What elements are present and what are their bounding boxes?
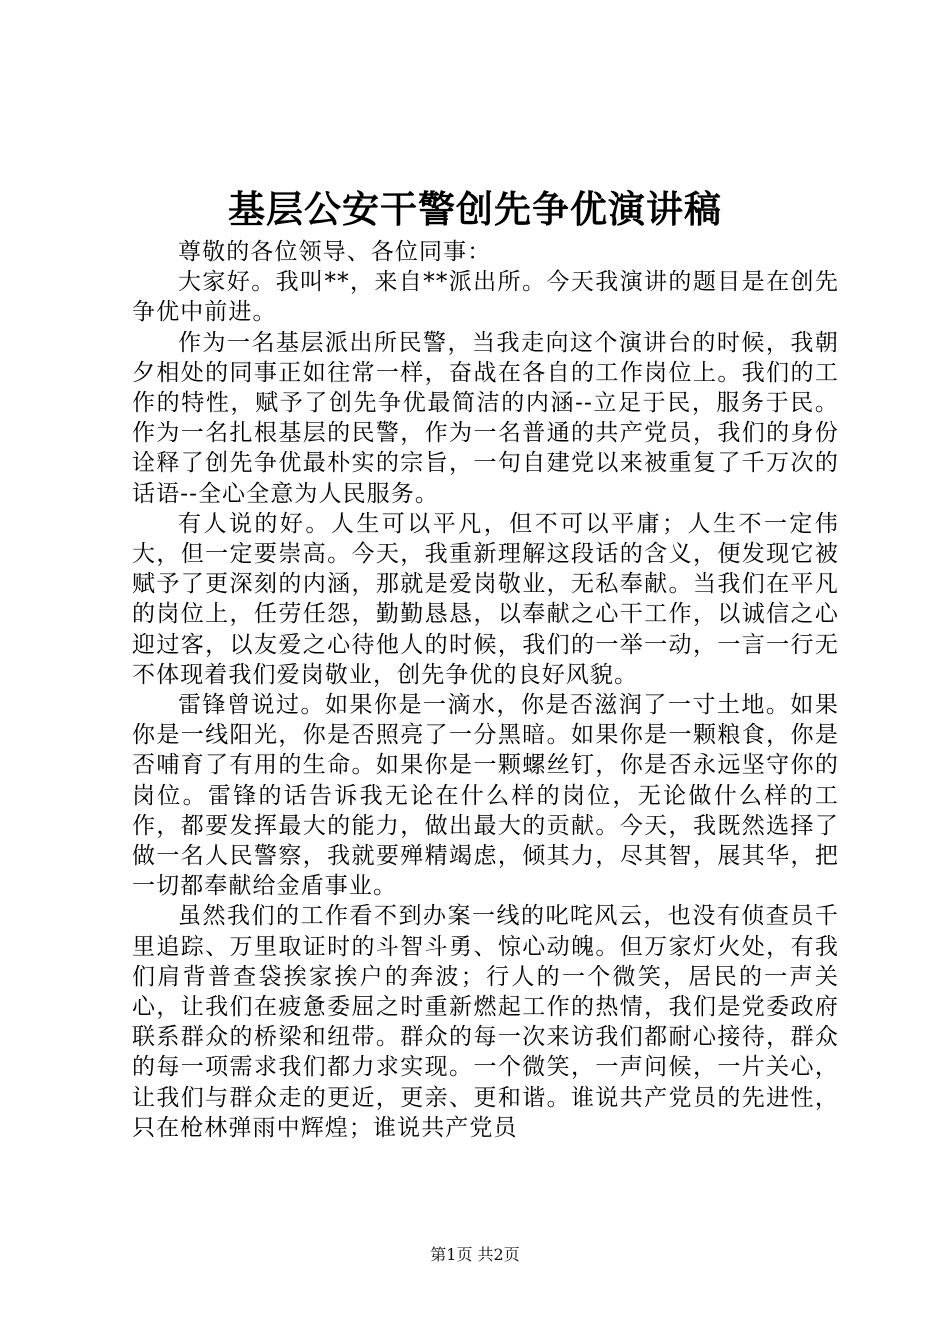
document-body: [132, 237, 839, 1143]
paragraph-community-work: 虽然我们的工作看不到办案一线的叱咤风云，也没有侦查员千里追踪、万里取证时的斗智斗勇、惊心动魄。但万家灯火处，有我们肩背普查袋挨家挨户的奔波；行人的一个微笑，居民的一声关心，让我们在疲惫委屈之时重新燃起工作的热情，我们是党委政府联系群众的桥梁和纽带。群众的每一次来访我们都耐心接待，群众的每一项需求我们都力求实现。一个微笑，一声问候，一片关心，让我们与群众走的更近，更亲、更和谐。谁说共产党员的先进性，只在枪林弹雨中辉煌；谁说共产党员: [132, 903, 839, 1141]
document-title: 基层公安干警创先争优演讲稿: [228, 187, 722, 231]
paragraph-role: 作为一名基层派出所民警，当我走向这个演讲台的时候，我朝夕相处的同事正如往常一样，奋战在各自的工作岗位上。我们的工作的特性，赋予了创先争优最简洁的内涵--立足于民，服务于民。作为一名扎根基层的民警，作为一名普通的共产党员，我们的身份诠释了创先争优最朴实的宗旨，一句自建党以来被重复了千万次的话语--全心全意为人民服务。: [132, 329, 839, 507]
paragraph-greeting: 大家好。我叫**，来自**派出所。今天我演讲的题目是在创先争优中前进。: [132, 269, 839, 326]
paragraph-salutation: 尊敬的各位领导、各位同事：: [178, 239, 492, 265]
page-number-footer: 第1页 共2页: [430, 1245, 520, 1264]
paragraph-lei-feng: 雷锋曾说过。如果你是一滴水，你是否滋润了一寸土地。如果你是一线阳光，你是否照亮了一分黑暗。如果你是一颗粮食，你是否哺育了有用的生命。如果你是一颗螺丝钉，你是否永远坚守你的岗位。雷锋的话告诉我无论在什么样的岗位，无论做什么样的工作，都要发挥最大的能力，做出最大的贡献。今天，我既然选择了做一名人民警察，我就要殚精竭虑，倾其力，尽其智，展其华，把一切都奉献给金盾事业。: [132, 692, 839, 900]
paragraph-ordinary-life: 有人说的好。人生可以平凡，但不可以平庸；人生不一定伟大，但一定要崇高。今天，我重新理解这段话的含义，便发现它被赋予了更深刻的内涵，那就是爱岗敬业，无私奉献。当我们在平凡的岗位上，任劳任怨，勤勤恳恳，以奉献之心干工作，以诚信之心迎过客，以友爱之心待他人的时候，我们的一举一动，一言一行无不体现着我们爱岗敬业，创先争优的良好风貌。: [132, 510, 839, 688]
